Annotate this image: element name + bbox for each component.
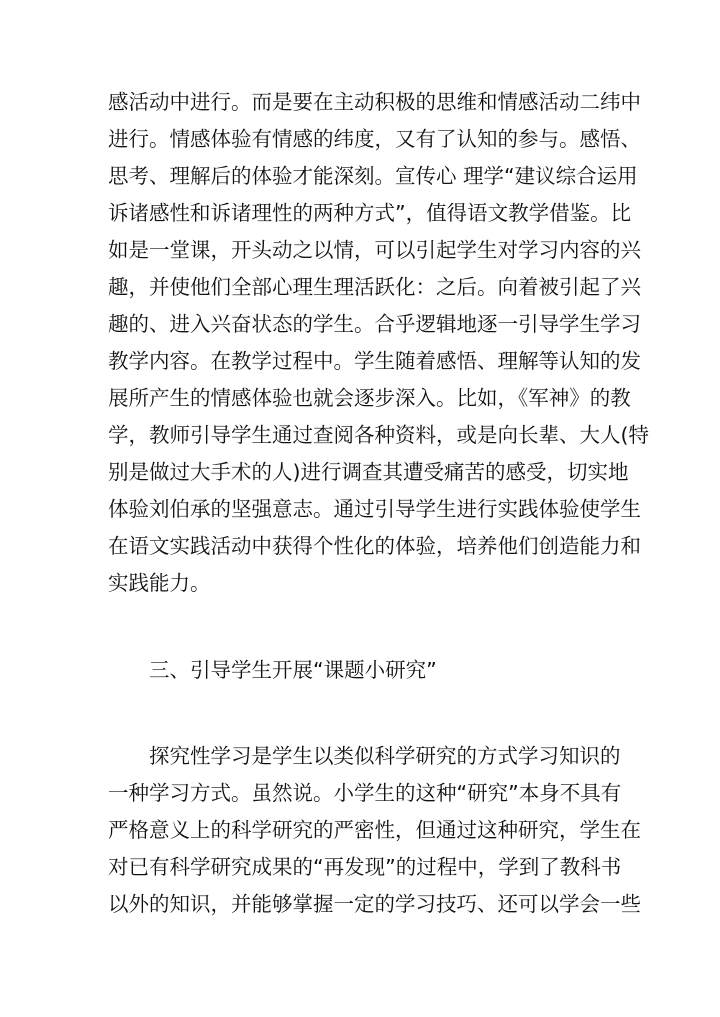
paragraph-1-line-1: 感活动中进行。而是要在主动积极的思维和情感活动二纬中 xyxy=(108,90,641,114)
paragraph-1-line-13: 在语文实践活动中获得个性化的体验，培养他们创造能力和 xyxy=(108,534,641,558)
paragraph-1-line-14: 实践能力。 xyxy=(108,571,211,595)
paragraph-1-line-3: 思考、理解后的体验才能深刻。宣传心 理学“建议综合运用 xyxy=(108,164,638,188)
paragraph-2-line-1: 探究性学习是学生以类似科学研究的方式学习知识的 xyxy=(149,744,621,768)
paragraph-2-line-4: 对已有科学研究成果的“再发现”的过程中，学到了教科书 xyxy=(108,855,622,879)
paragraph-1-line-9: 展所产生的情感体验也就会逐步深入。比如，《军神》的教 xyxy=(108,386,631,410)
paragraph-1-line-12: 体验刘伯承的坚强意志。通过引导学生进行实践体验使学生 xyxy=(108,497,641,521)
paragraph-1-line-4: 诉诸感性和诉诸理性的两种方式”，值得语文教学借鉴。比 xyxy=(108,201,632,225)
paragraph-2-line-5: 以外的知识，并能够掌握一定的学习技巧、还可以学会一些 xyxy=(108,892,641,916)
paragraph-1-line-8: 教学内容。在教学过程中。学生随着感悟、理解等认知的发 xyxy=(108,349,641,373)
paragraph-1-line-7: 趣的、进入兴奋状态的学生。合乎逻辑地逐一引导学生学习 xyxy=(108,312,641,336)
paragraph-1-line-10: 学，教师引导学生通过查阅各种资料，或是向长辈、大人(特 xyxy=(108,423,649,447)
paragraph-1-line-5: 如是一堂课，开头动之以情，可以引起学生对学习内容的兴 xyxy=(108,238,641,262)
paragraph-2-line-2: 一种学习方式。虽然说。小学生的这种“研究”本身不具有 xyxy=(108,781,622,805)
paragraph-2-line-3: 严格意义上的科学研究的严密性，但通过这种研究，学生在 xyxy=(108,818,641,842)
section-heading: 三、引导学生开展“课题小研究” xyxy=(149,658,437,682)
paragraph-1-line-6: 趣，并使他们全部心理生理活跃化：之后。向着被引起了兴 xyxy=(108,275,641,299)
paragraph-1-line-11: 别是做过大手术的人)进行调查其遭受痛苦的感受，切实地 xyxy=(108,460,629,484)
paragraph-1-line-2: 进行。情感体验有情感的纬度，又有了认知的参与。感悟、 xyxy=(108,127,641,151)
